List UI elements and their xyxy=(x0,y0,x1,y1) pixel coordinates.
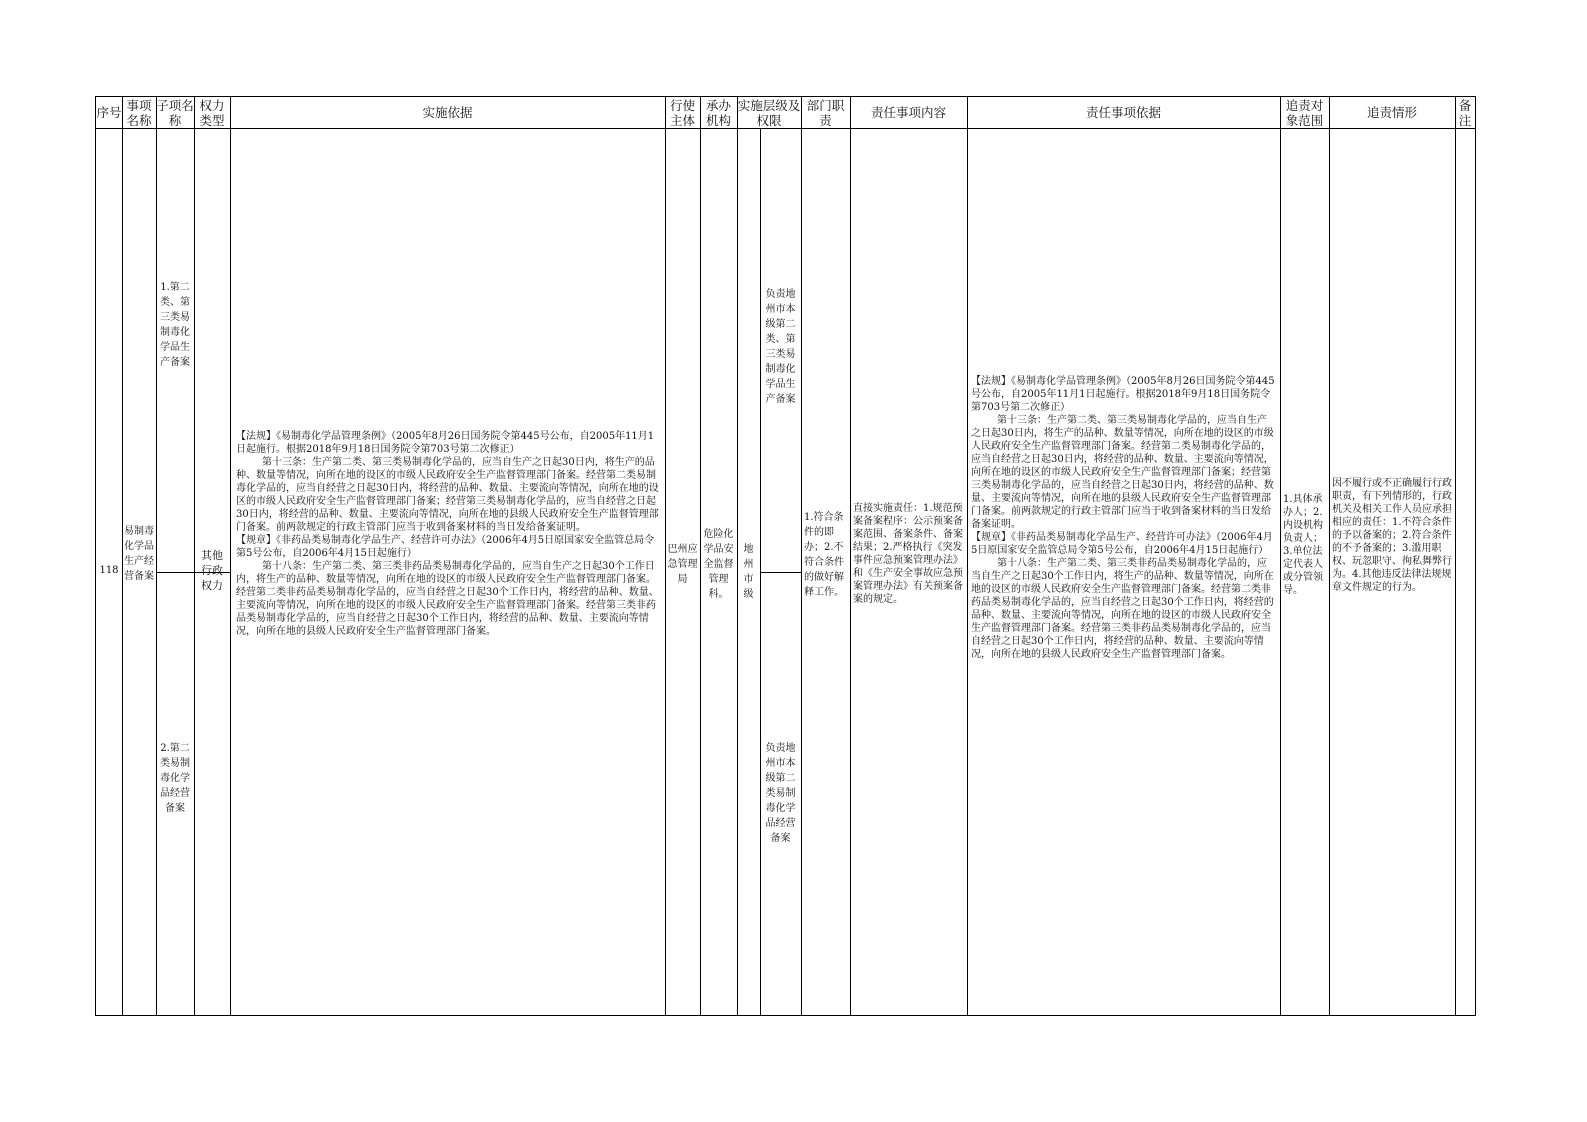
cell-sub-item-2: 2.第二类易制毒化学品经营备案 xyxy=(160,743,190,814)
basis-para-2: 第十三条：生产第二类、第三类易制毒化学品的，应当自生产之日起30日内，将生产的品种、数量等情况，向所在地的设区的市级人民政府安全生产监督管理部门备案。经营第二类易制毒化学品的，应当自经营之日起30日内，将经营的品种、数量、主要流向等情况，向所在地的设区的市级人民政府安全生产监督管理部门备案；经营第三类易制毒化学品的，应当自经营之日起30日内，将经营的品种、数量、主要流向等情况，向所在地的县级人民政府安全生产监督管理部门备案。前两款规定的行政主管部门应当于收到备案材料的当日发给备案证明。 xyxy=(236,457,659,533)
header-resp-content: 责任事项内容 xyxy=(870,105,946,120)
header-power-type: 权力类型 xyxy=(199,97,225,128)
header-sub-name: 子项名称 xyxy=(156,97,194,128)
header-resp-basis: 责任事项依据 xyxy=(1085,105,1161,120)
responsibility-table xyxy=(95,96,1476,1016)
cell-basis xyxy=(236,430,660,638)
basis-para-4: 第十八条：生产第二类、第三类非药品类易制毒化学品的，应当自生产之日起30个工作日内，将生产的品种、数量等情况，向所在地的设区的市级人民政府安全生产监督管理部门备案。经营第二类非药品类易制毒化学品的，应当自经营之日起30个工作日内，将经营的品种、数量、主要流向等情况，向所在地的设区的市级人民政府安全生产监督管理部门备案。经营第三类非药品类易制毒化学品的，应当自经营之日起30个工作日内，将经营的品种、数量、主要流向等情况，向所在地的县级人民政府安全生产监督管理部门备案。 xyxy=(236,561,659,637)
header-item-name: 事项名称 xyxy=(126,97,152,128)
header-basis: 实施依据 xyxy=(422,105,473,120)
cell-resp-content: 直接实施责任：1.规范预案备案程序：公示预案备案范围、备案条件、备案结果；2.严格执行《突发事件应急预案管理办法》和《生产安全事故应急预案管理办法》有关预案备案的规定。 xyxy=(853,503,963,605)
basis-para-3: 【规章】《非药品类易制毒化学品生产、经营许可办法》（2006年4月5日原国家安全监管总局令第5号公布，自2006年4月15日起施行） xyxy=(236,535,655,559)
header-duty: 部门职责 xyxy=(806,97,845,128)
resp-basis-para-2: 第十三条：生产第二类、第三类易制毒化学品的，应当自生产之日起30日内，将生产的品种、数量等情况，向所在地的设区的市级人民政府安全生产监督管理部门备案。经营第二类易制毒化学品的，应当自经营之日起30日内，将经营的品种、数量、主要流向等情况，向所在地的设区的市级人民政府安全生产监督管理部门备案；经营第三类易制毒化学品的，应当自经营之日起30日内，将经营的品种、数量、主要流向等情况，向所在地的县级人民政府安全生产监督管理部门备案。前两款规定的行政主管部门应当于收到备案材料的当日发给备案证明。 xyxy=(971,415,1274,530)
cell-account-scope: 1.具体承办人；2.内设机构负责人；3.单位法定代表人或分管领导。 xyxy=(1283,494,1323,596)
basis-para-1: 【法规】《易制毒化学品管理条例》（2005年8月26日国务院令第445号公布，自2005年11月1日起施行。根据2018年9月18日国务院令第703号第二次修正） xyxy=(236,431,655,455)
cell-duty: 1.符合条件的即办；2.不符合条件的做好解释工作。 xyxy=(804,512,844,598)
header-account-scope: 追责对象范围 xyxy=(1285,97,1324,128)
resp-basis-para-3: 【规章】《非药品类易制毒化学品生产、经营许可办法》（2006年4月5日原国家安全监管总局令第5号公布，自2006年4月15日起施行） xyxy=(971,532,1273,556)
header-level: 实施层级及权限 xyxy=(737,97,801,128)
cell-power-type: 其他行政权力 xyxy=(201,549,223,592)
cell-level-main: 地州市级 xyxy=(743,544,754,600)
cell-account-cases: 因不履行或不正确履行行政职责，有下列情形的，行政机关及相关工作人员应承担相应的责任：1.不符合条件的予以备案的；2.符合条件的不予备案的；3.滥用职权、玩忽职守、徇私舞弊行为。4.其他违反法律法规规章文件规定的行为。 xyxy=(1332,478,1452,593)
cell-resp-basis xyxy=(971,375,1275,661)
header-remark: 备注 xyxy=(1458,97,1472,128)
cell-level-sub-2: 负责地州市本级第二类易制毒化学品经营备案 xyxy=(765,743,796,844)
header-seq: 序号 xyxy=(96,105,122,120)
header-subject: 行使主体 xyxy=(669,97,695,128)
resp-basis-para-4: 第十八条：生产第二类、第三类非药品类易制毒化学品的，应当自生产之日起30个工作日内，将生产的品种、数量等情况，向所在地的设区的市级人民政府安全生产监督管理部门备案。经营第二类非药品类易制毒化学品的，应当自经营之日起30个工作日内，将经营的品种、数量、主要流向等情况，向所在地的设区的市级人民政府安全生产监督管理部门备案。经营第三类非药品类易制毒化学品的，应当自经营之日起30个工作日内，将经营的品种、数量、主要流向等情况，向所在地的县级人民政府安全生产监督管理部门备案。 xyxy=(971,558,1274,660)
header-handler: 承办机构 xyxy=(705,97,731,128)
cell-seq: 118 xyxy=(99,565,119,576)
cell-sub-item-1: 1.第二类、第三类易制毒化学品生产备案 xyxy=(160,282,190,368)
cell-handler: 危险化学品安全监督管理科。 xyxy=(703,529,734,600)
cell-subject: 巴州应急管理局 xyxy=(667,544,698,585)
resp-basis-para-1: 【法规】《易制毒化学品管理条例》（2005年8月26日国务院令第445号公布，自2005年11月1日起施行。根据2018年9月18日国务院令第703号第二次修正） xyxy=(971,376,1275,413)
cell-level-sub-1: 负责地州市本级第二类、第三类易制毒化学品生产备案 xyxy=(765,289,796,405)
header-account-cases: 追责情形 xyxy=(1366,105,1417,120)
cell-item-name: 易制毒化学品生产经营备案 xyxy=(124,526,154,582)
